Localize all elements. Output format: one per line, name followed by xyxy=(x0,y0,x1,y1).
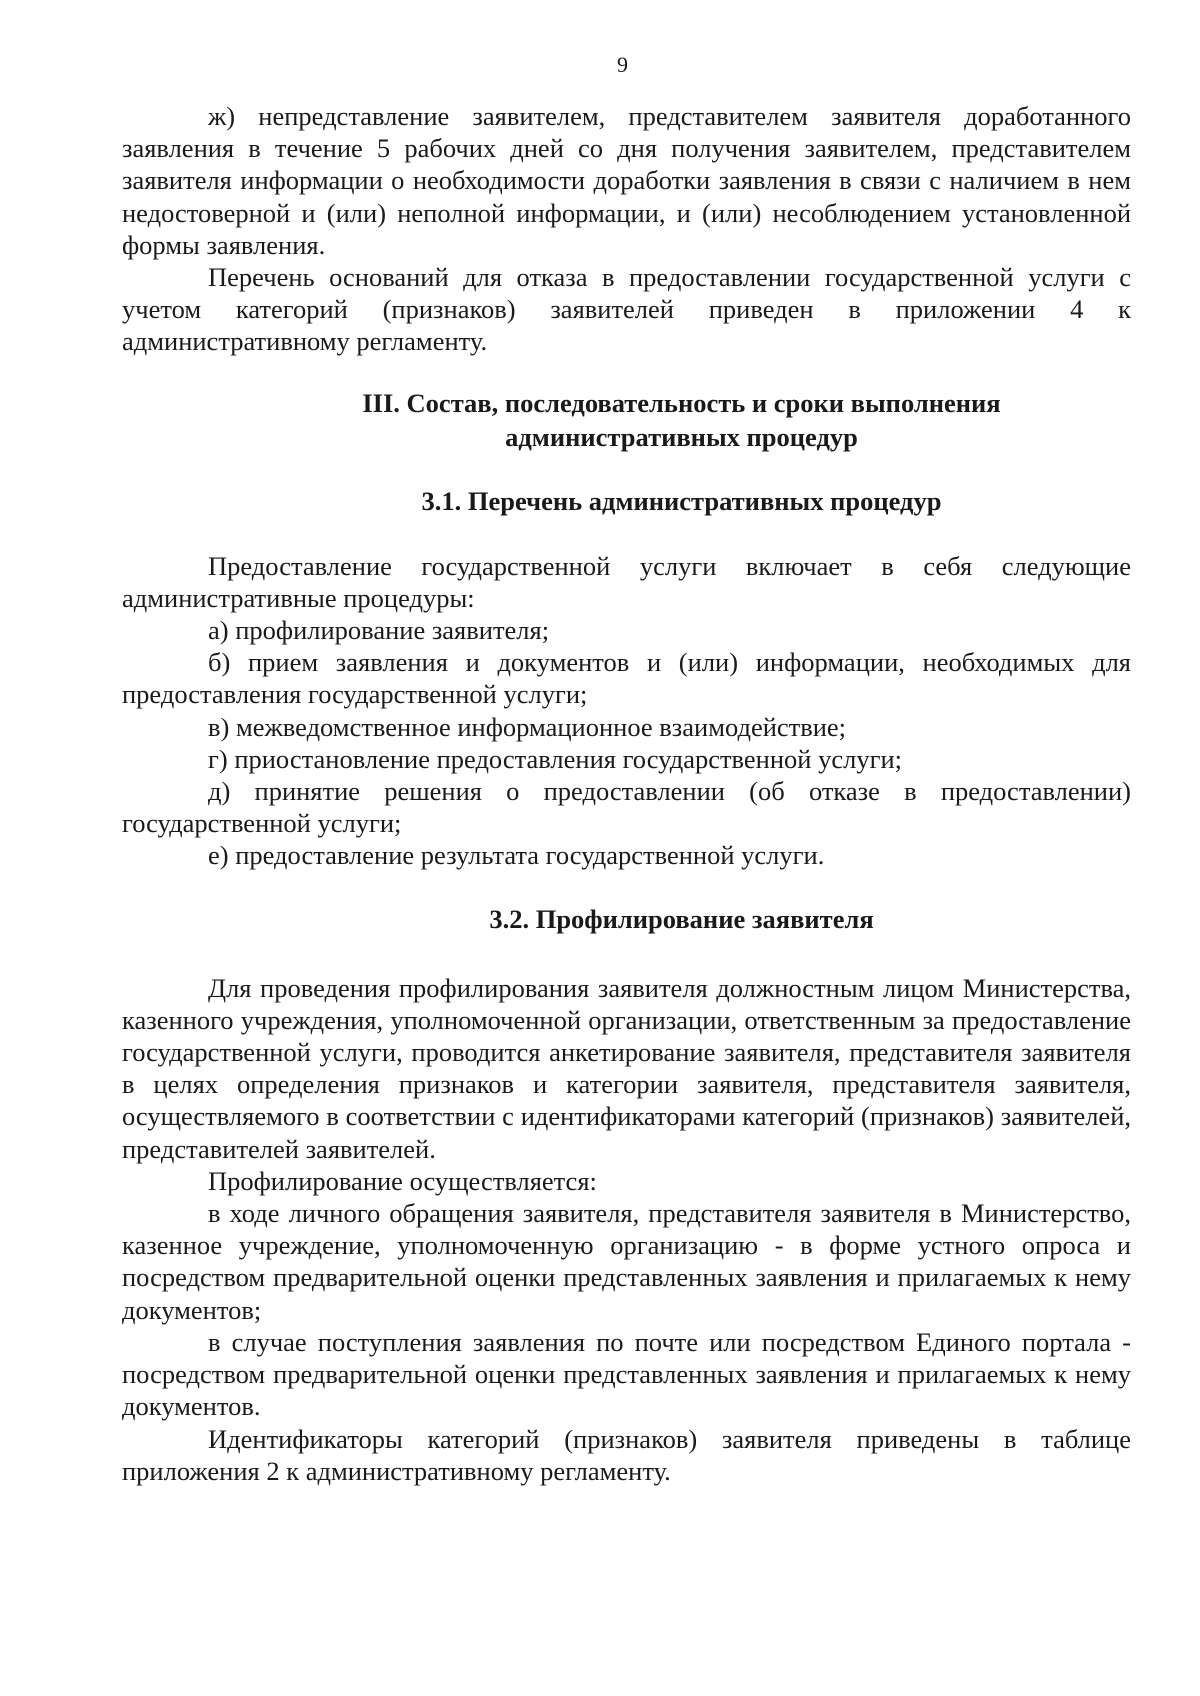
list-item-procedure-e: е) предоставление результата государственной услуги. xyxy=(208,840,825,871)
document-body xyxy=(122,100,1131,1487)
list-item-procedure-v: в) межведомственное информационное взаимодействие; xyxy=(208,711,847,742)
paragraph-item-zh: ж) непредставление заявителем, представителем заявителя доработанного заявления в течение 5 рабочих дней со дня получения заявителем, представителем заявителя информации о необходимости доработки заявления в связи с наличием в нем недостоверной и (или) неполной информации, и (или) несоблюдением установленной формы заявления. xyxy=(122,101,1131,260)
paragraph-profiling-performed: Профилирование осуществляется: xyxy=(208,1165,597,1196)
paragraph-profiling-identifiers: Идентификаторы категорий (признаков) заявителя приведены в таблице приложения 2 к административному регламенту. xyxy=(122,1423,1131,1486)
section-heading-3-2: 3.2. Профилирование заявителя xyxy=(489,903,874,934)
paragraph-refusal-list: Перечень оснований для отказа в предоставлении государственной услуги с учетом категорий (признаков) заявителей приведен в приложении 4 к административному регламенту. xyxy=(122,262,1131,357)
paragraph-profiling-mail: в случае поступления заявления по почте или посредством Единого портала - посредством предварительной оценки представленных заявления и прилагаемых к нему документов. xyxy=(122,1326,1131,1422)
list-item-procedure-g: г) приостановление предоставления государственной услуги; xyxy=(208,743,902,774)
list-item-procedure-a: а) профилирование заявителя; xyxy=(208,615,550,646)
paragraph-procedures-intro: Предоставление государственной услуги включает в себя следующие административные процедуры: xyxy=(122,550,1131,613)
section-heading-3 xyxy=(122,386,1131,454)
section-heading-3-line2: административных процедур xyxy=(505,421,858,452)
paragraph-profiling-personal: в ходе личного обращения заявителя, представителя заявителя в Министерство, казенное учреждение, уполномоченную организацию - в форме устного опроса и посредством предварительной оценки представленных заявления и прилагаемых к нему документов; xyxy=(122,1198,1131,1325)
list-item-procedure-b: б) прием заявления и документов и (или) информации, необходимых для предоставления государственной услуги; xyxy=(122,647,1131,710)
section-heading-3-line1: III. Состав, последовательность и сроки выполнения xyxy=(362,387,1001,418)
list-item-procedure-d: д) принятие решения о предоставлении (об отказе в предоставлении) государственной услуги; xyxy=(122,776,1131,839)
section-heading-3-1: 3.1. Перечень административных процедур xyxy=(421,485,942,516)
page-number: 9 xyxy=(617,52,628,77)
paragraph-profiling-purpose: Для проведения профилирования заявителя должностным лицом Министерства, казенного учреждения, уполномоченной организации, ответственным за предоставление государственной услуги, проводится анкетирование заявителя, представителя заявителя в целях определения признаков и категории заявителя, представителя заявителя, осуществляемого в соответствии с идентификаторами категорий (признаков) заявителей, представителей заявителей. xyxy=(122,972,1131,1164)
